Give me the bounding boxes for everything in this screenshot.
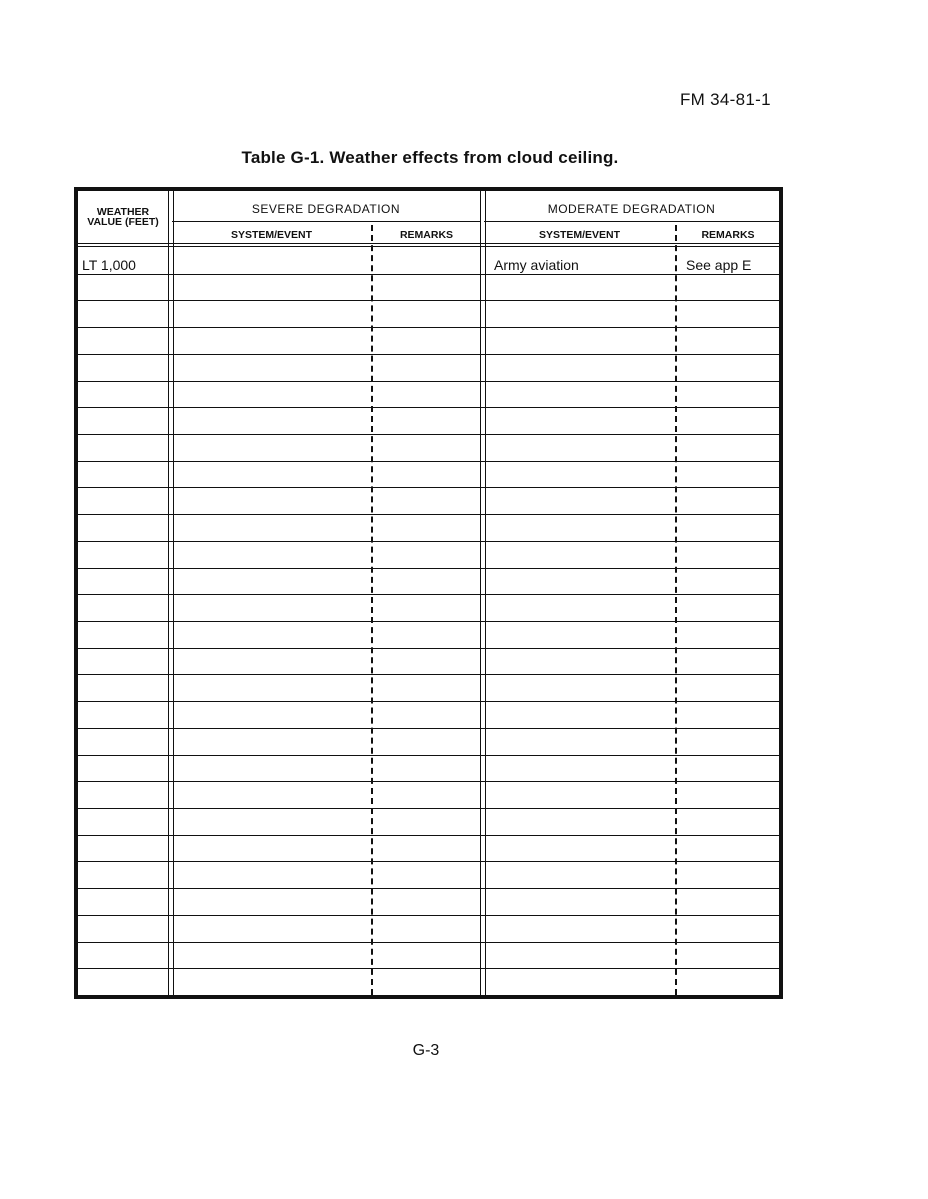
row-rule [78, 514, 779, 515]
row-rule [78, 968, 779, 969]
row-rule [78, 835, 779, 836]
row-rule [78, 674, 779, 675]
header-rule [172, 221, 480, 222]
header-rule [78, 243, 779, 244]
cell-moderate-remarks: See app E [686, 257, 752, 273]
row-rule [78, 568, 779, 569]
header-moderate-degradation: MODERATE DEGRADATION [547, 202, 716, 216]
row-rule [78, 888, 779, 889]
row-rule [78, 327, 779, 328]
row-rule [78, 300, 779, 301]
header-severe-system-event: SYSTEM/EVENT [230, 229, 313, 241]
row-rule [78, 407, 779, 408]
column-divider-dashed [371, 225, 373, 995]
row-rule [78, 354, 779, 355]
column-divider-dashed [675, 225, 677, 995]
header-weather-value: WEATHER VALUE (FEET) [87, 206, 159, 228]
header-rule [484, 221, 779, 222]
row-rule [78, 648, 779, 649]
column-divider [480, 191, 486, 995]
header-moderate-remarks: REMARKS [701, 229, 755, 241]
page-number: G-3 [412, 1042, 440, 1059]
row-rule [78, 541, 779, 542]
row-rule [78, 621, 779, 622]
row-rule [78, 755, 779, 756]
header-severe-remarks: REMARKS [399, 229, 454, 241]
row-rule [78, 274, 779, 275]
row-rule [78, 594, 779, 595]
row-rule [78, 434, 779, 435]
row-rule [78, 915, 779, 916]
header-rule [78, 246, 779, 247]
cell-weather-value: LT 1,000 [82, 257, 136, 273]
row-rule [78, 487, 779, 488]
column-divider [168, 191, 174, 995]
weather-effects-table [74, 187, 783, 999]
document-id: FM 34-81-1 [680, 90, 771, 109]
row-rule [78, 461, 779, 462]
header-moderate-system-event: SYSTEM/EVENT [538, 229, 621, 241]
cell-moderate-system-event: Army aviation [494, 257, 579, 273]
row-rule [78, 781, 779, 782]
row-rule [78, 808, 779, 809]
header-severe-degradation: SEVERE DEGRADATION [251, 202, 401, 216]
row-rule [78, 942, 779, 943]
row-rule [78, 381, 779, 382]
row-rule [78, 728, 779, 729]
table-title: Table G-1. Weather effects from cloud ceiling. [241, 148, 619, 167]
row-rule [78, 701, 779, 702]
row-rule [78, 861, 779, 862]
